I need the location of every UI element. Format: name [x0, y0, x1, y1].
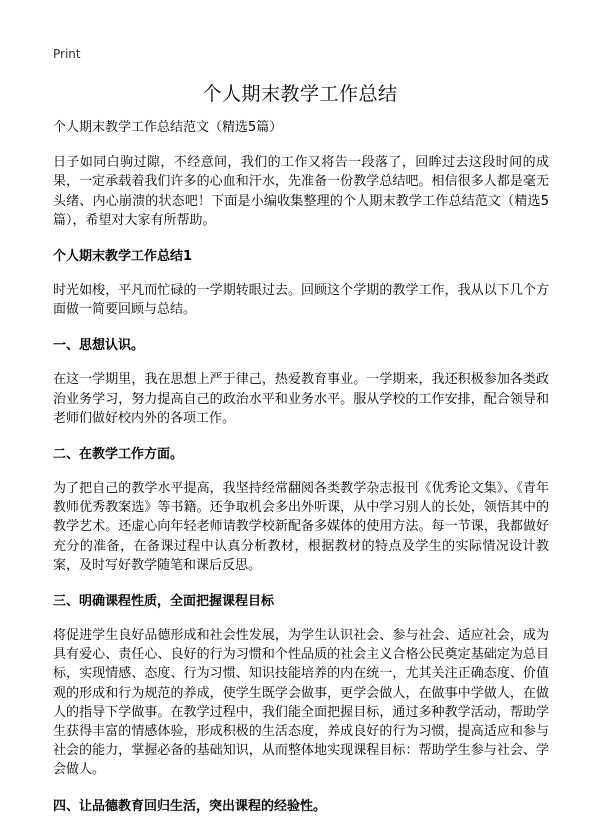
section-heading-3: 三、明确课程性质，全面把握课程目标 [53, 594, 275, 610]
intro-paragraph: 日子如同白驹过隙，不经意间，我们的工作又将告一段落了，回眸过去这段时间的成果，一定承载着我们许多的心血和汗水，先准备一份教学总结吧。相信很多人都是毫无头绪、内心崩溃的状态吧！下面是小编收集整理的个人期末教学工作总结范文（精选5篇），希望对大家有所帮助。 [53, 155, 549, 228]
section-heading-2: 二、在教学工作方面。 [53, 447, 184, 463]
section-body-2: 为了把自己的教学水平提高，我坚持经常翻阅各类教学杂志报刊《优秀论文集》、《青年教师优秀教案选》等书籍。还争取机会多出外听课，从中学习别人的长处，领悟其中的教学艺术。还虚心向年轻老师请教学校新配备多媒体的使用方法。每一节课，我都做好充分的准备，在备课过程中认真分析教材，根据教材的特点及学生的实际情况设计教案，及时写好教学随笔和课后反思。 [53, 481, 549, 573]
section-body-3: 将促进学生良好品德形成和社会性发展，为学生认识社会、参与社会、适应社会，成为具有爱心、责任心、良好的行为习惯和个性品质的社会主义合格公民奠定基础定为总目标，实现情感、态度、行为习惯、知识技能培养的内在统一，尤其关注正确态度、价值观的形成和行为规范的养成，使学生既学会做事，更学会做人，在做事中学做人，在做人的指导下学做事。在教学过程中，我们能全面把握目标，通过多种教学活动，帮助学生获得丰富的情感体验，形成积极的生活态度，养成良好的行为习惯，提高适应和参与社会的能力，掌握必备的基础知识，从而整体地实现课程目标：帮助学生参与社会、学会做人。 [53, 628, 549, 778]
print-link[interactable]: Print [53, 47, 81, 61]
article-content [53, 118, 549, 831]
article-subtitle: 个人期末教学工作总结范文（精选5篇） [53, 120, 283, 135]
page-title: 个人期末教学工作总结 [202, 83, 398, 105]
opening-paragraph: 时光如梭，平凡而忙碌的一学期转眼过去。回顾这个学期的教学工作，我从以下几个方面做一简要回顾与总结。 [53, 283, 549, 318]
section-heading-4: 四、让品德教育回归生活，突出课程的经验性。 [53, 798, 327, 814]
article-heading: 个人期末教学工作总结1 [53, 249, 193, 265]
section-heading-1: 一、思想认识。 [53, 338, 145, 354]
section-body-1: 在这一学期里，我在思想上严于律己，热爱教育事业。一学期来，我还积极参加各类政治业务学习，努力提高自己的政治水平和业务水平。服从学校的工作安排，配合领导和老师们做好校内外的各项工作。 [53, 372, 549, 426]
